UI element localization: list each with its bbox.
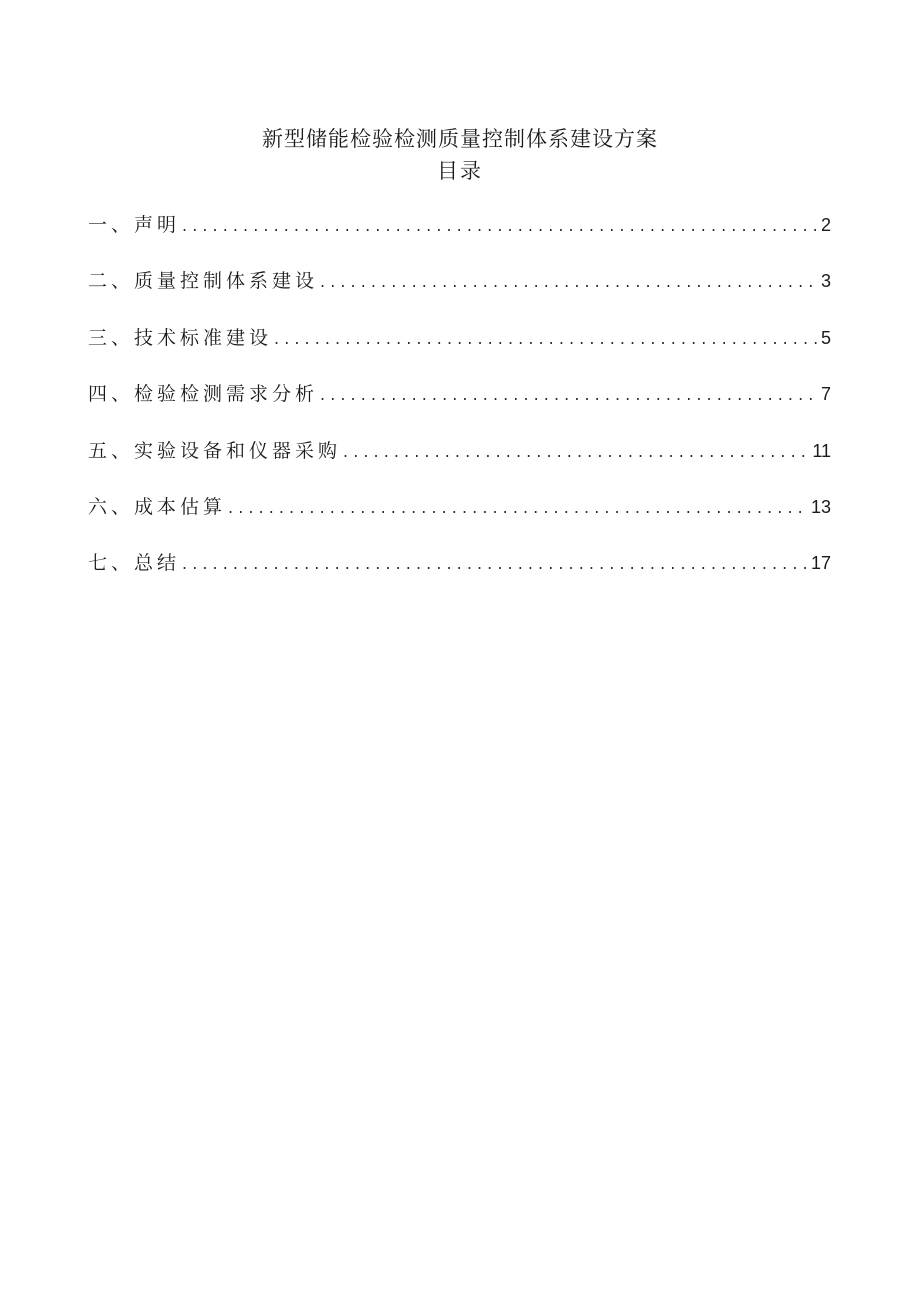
table-of-contents: [88, 210, 831, 605]
toc-entry-label: 四、检验检测需求分析: [88, 383, 319, 406]
toc-entry[interactable]: [88, 323, 831, 379]
toc-dot-leader: [228, 493, 807, 523]
toc-dot-leader: [343, 437, 808, 467]
toc-dot-leader: [320, 380, 817, 410]
document-title: 新型储能检验检测质量控制体系建设方案: [262, 127, 658, 151]
toc-entry[interactable]: [88, 266, 831, 322]
toc-dot-leader: [274, 324, 817, 354]
toc-entry-page: 11: [812, 440, 831, 461]
toc-entry-page: 7: [820, 384, 831, 405]
toc-entry-label: 七、总结: [88, 552, 181, 575]
toc-dot-leader: [182, 549, 807, 579]
toc-heading: 目录: [437, 159, 483, 183]
toc-entry-label: 五、实验设备和仪器采购: [88, 439, 342, 462]
toc-entry[interactable]: [88, 492, 831, 548]
toc-entry[interactable]: [88, 548, 831, 604]
toc-entry[interactable]: [88, 436, 831, 492]
toc-entry-label: 二、质量控制体系建设: [88, 270, 319, 293]
toc-entry-page: 2: [820, 215, 831, 235]
toc-entry-page: 3: [820, 271, 831, 292]
toc-entry-label: 六、成本估算: [88, 495, 227, 518]
toc-entry[interactable]: [88, 210, 831, 266]
toc-entry-page: 17: [810, 553, 831, 574]
toc-dot-leader: [182, 211, 817, 241]
toc-entry-label: 一、声明: [88, 214, 181, 236]
toc-entry-page: 13: [810, 496, 831, 517]
toc-dot-leader: [320, 267, 817, 297]
toc-entry[interactable]: [88, 379, 831, 435]
toc-entry-label: 三、技术标准建设: [88, 326, 273, 349]
toc-entry-page: 5: [820, 327, 831, 348]
